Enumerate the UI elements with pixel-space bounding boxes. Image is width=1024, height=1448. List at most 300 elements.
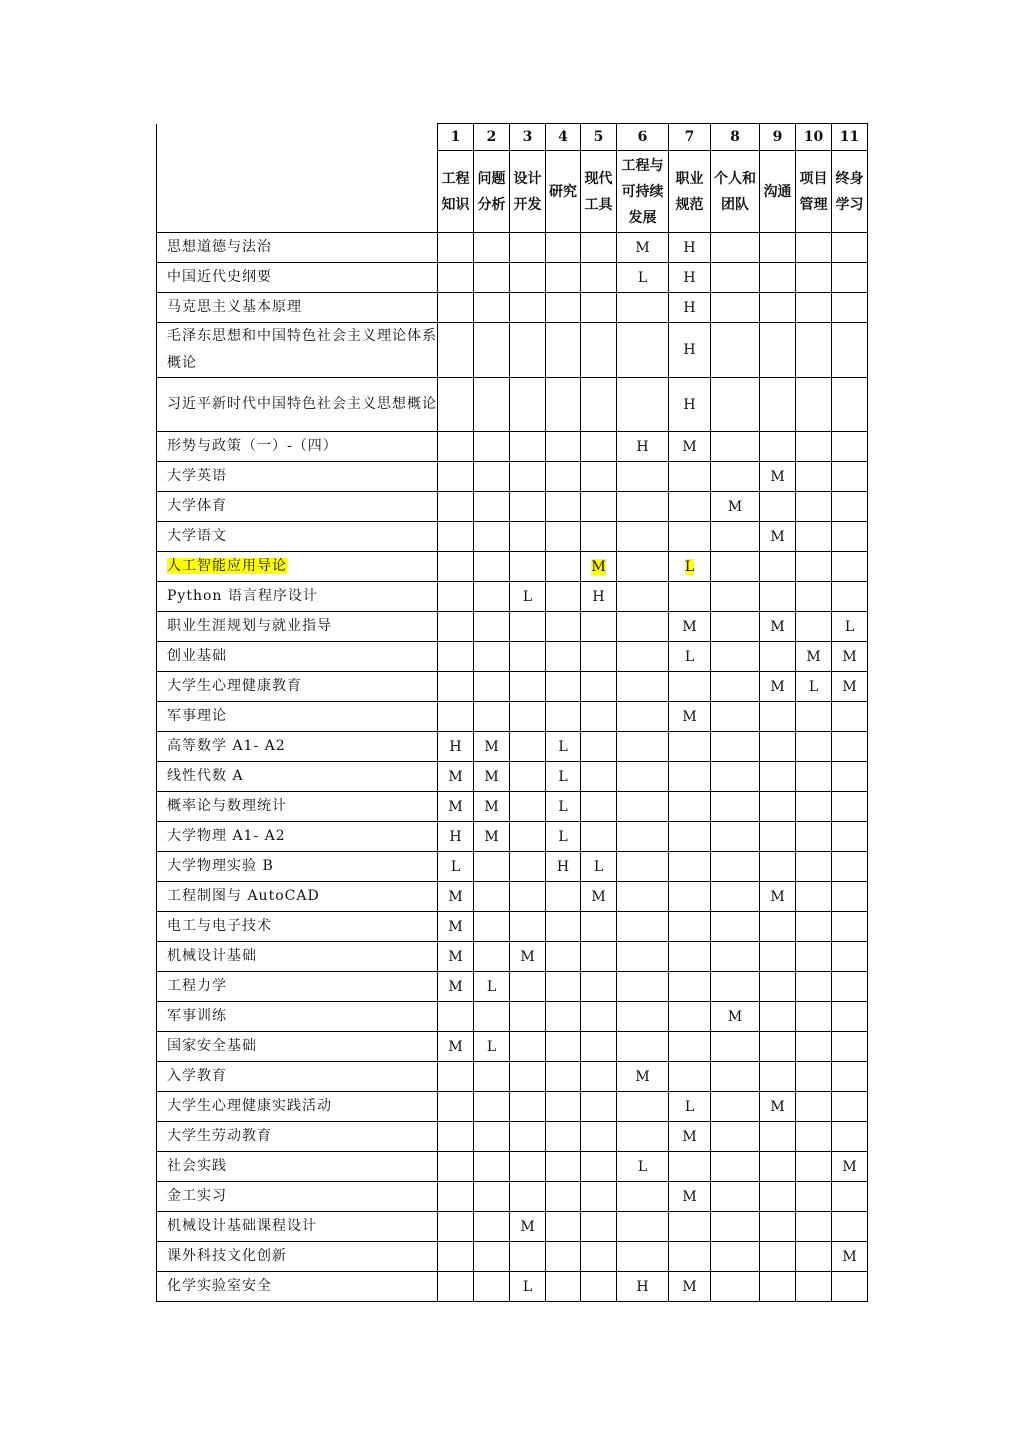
course-indicator-matrix <box>156 123 868 1302</box>
level-cell <box>796 612 832 642</box>
table-row <box>157 522 868 552</box>
support-level: M <box>770 1098 785 1115</box>
level-cell <box>546 1122 581 1152</box>
level-cell <box>617 732 669 762</box>
level-cell <box>474 1152 510 1182</box>
support-level: L <box>808 678 819 695</box>
course-name-cell <box>157 1182 438 1212</box>
level-cell <box>617 1032 669 1062</box>
level-cell <box>510 942 546 972</box>
level-cell <box>581 852 617 882</box>
level-cell <box>760 492 796 522</box>
level-cell <box>669 1122 711 1152</box>
support-level: M <box>682 1128 697 1145</box>
level-cell <box>546 702 581 732</box>
level-cell <box>474 702 510 732</box>
indicator-label-cell <box>510 151 546 233</box>
support-level: L <box>637 1158 648 1175</box>
level-cell <box>796 432 832 462</box>
course-name-cell <box>157 552 438 582</box>
support-level: M <box>448 798 463 815</box>
level-cell <box>669 323 711 378</box>
level-cell <box>711 972 760 1002</box>
indicator-label: 问题 分析 <box>477 170 506 213</box>
level-cell <box>546 263 581 293</box>
level-cell <box>711 882 760 912</box>
level-cell <box>669 822 711 852</box>
level-cell <box>474 522 510 552</box>
indicator-number: 8 <box>711 124 760 151</box>
level-cell <box>581 942 617 972</box>
level-cell <box>510 1032 546 1062</box>
level-cell <box>581 492 617 522</box>
level-cell <box>832 1212 868 1242</box>
course-name: 大学英语 <box>167 468 227 484</box>
support-level: M <box>635 239 650 256</box>
level-cell <box>510 1272 546 1302</box>
support-level: M <box>682 1278 697 1295</box>
course-name-cell <box>157 1122 438 1152</box>
level-cell <box>669 462 711 492</box>
level-cell <box>760 912 796 942</box>
level-cell <box>438 972 474 1002</box>
course-name: 人工智能应用导论 <box>167 558 287 574</box>
level-cell <box>546 1242 581 1272</box>
course-name: 军事训练 <box>167 1008 227 1024</box>
level-cell <box>438 263 474 293</box>
level-cell <box>617 1122 669 1152</box>
indicator-label: 终身 学习 <box>835 170 864 213</box>
indicator-number: 10 <box>796 124 832 151</box>
level-cell <box>581 1002 617 1032</box>
level-cell <box>832 263 868 293</box>
course-name: 线性代数 A <box>167 768 244 784</box>
support-level: M <box>448 948 463 965</box>
table-row <box>157 263 868 293</box>
level-cell <box>669 378 711 432</box>
level-cell <box>510 492 546 522</box>
course-name-cell <box>157 432 438 462</box>
table-row <box>157 912 868 942</box>
level-cell <box>438 233 474 263</box>
support-level: L <box>522 1278 533 1295</box>
level-cell <box>711 492 760 522</box>
table-row <box>157 882 868 912</box>
level-cell <box>617 882 669 912</box>
level-cell <box>669 1002 711 1032</box>
level-cell <box>669 672 711 702</box>
level-cell <box>438 1032 474 1062</box>
level-cell <box>510 972 546 1002</box>
level-cell <box>760 762 796 792</box>
level-cell <box>617 792 669 822</box>
level-cell <box>796 1122 832 1152</box>
level-cell <box>510 522 546 552</box>
level-cell <box>760 522 796 552</box>
indicator-number: 1 <box>438 124 474 151</box>
level-cell <box>438 882 474 912</box>
level-cell <box>711 822 760 852</box>
level-cell <box>711 522 760 552</box>
level-cell <box>711 1242 760 1272</box>
level-cell <box>669 702 711 732</box>
level-cell <box>581 702 617 732</box>
level-cell <box>669 1212 711 1242</box>
table-row <box>157 732 868 762</box>
course-name: 大学物理 A1- A2 <box>167 828 286 844</box>
course-name: 化学实验室安全 <box>167 1278 272 1294</box>
level-cell <box>546 822 581 852</box>
level-cell <box>760 1272 796 1302</box>
level-cell <box>796 552 832 582</box>
level-cell <box>546 1002 581 1032</box>
level-cell <box>760 323 796 378</box>
course-name-cell <box>157 233 438 263</box>
level-cell <box>438 582 474 612</box>
support-level: M <box>448 768 463 785</box>
level-cell <box>438 642 474 672</box>
level-cell <box>669 612 711 642</box>
course-name: Python 语言程序设计 <box>167 588 318 604</box>
course-name: 军事理论 <box>167 708 227 724</box>
level-cell <box>796 912 832 942</box>
course-name-cell <box>157 1242 438 1272</box>
support-level: M <box>842 678 857 695</box>
level-cell <box>796 702 832 732</box>
indicator-label-cell <box>617 151 669 233</box>
level-cell <box>796 642 832 672</box>
level-cell <box>438 942 474 972</box>
level-cell <box>510 852 546 882</box>
indicator-label: 沟通 <box>763 183 792 200</box>
level-cell <box>617 582 669 612</box>
level-cell <box>711 732 760 762</box>
level-cell <box>832 492 868 522</box>
indicator-label-cell <box>438 151 474 233</box>
level-cell <box>581 792 617 822</box>
level-cell <box>438 792 474 822</box>
level-cell <box>510 792 546 822</box>
support-level: L <box>522 588 533 605</box>
level-cell <box>474 942 510 972</box>
table-header <box>157 124 868 233</box>
support-level: H <box>683 396 696 413</box>
level-cell <box>711 1212 760 1242</box>
level-cell <box>711 323 760 378</box>
course-name: 工程力学 <box>167 978 227 994</box>
table-row <box>157 1062 868 1092</box>
course-name: 金工实习 <box>167 1188 227 1204</box>
course-name: 创业基础 <box>167 648 227 664</box>
level-cell <box>832 792 868 822</box>
course-name-cell <box>157 293 438 323</box>
level-cell <box>711 1152 760 1182</box>
table-body <box>157 233 868 1302</box>
level-cell <box>832 942 868 972</box>
level-cell <box>546 462 581 492</box>
level-cell <box>617 702 669 732</box>
level-cell <box>711 1062 760 1092</box>
level-cell <box>796 1212 832 1242</box>
level-cell <box>438 1272 474 1302</box>
course-name: 机械设计基础 <box>167 948 257 964</box>
level-cell <box>832 1092 868 1122</box>
support-level: M <box>591 888 606 905</box>
level-cell <box>581 972 617 1002</box>
course-name: 大学物理实验 B <box>167 858 274 874</box>
table-row <box>157 432 868 462</box>
support-level: H <box>683 239 696 256</box>
level-cell <box>474 1242 510 1272</box>
support-level: M <box>448 1038 463 1055</box>
level-cell <box>581 882 617 912</box>
indicator-label-cell <box>581 151 617 233</box>
course-name: 大学生心理健康教育 <box>167 678 302 694</box>
level-cell <box>617 612 669 642</box>
level-cell <box>760 1152 796 1182</box>
level-cell <box>832 912 868 942</box>
level-cell <box>760 552 796 582</box>
table-row <box>157 612 868 642</box>
table-row <box>157 1212 868 1242</box>
indicator-label: 工程与 可持续 发展 <box>621 157 664 226</box>
level-cell <box>832 642 868 672</box>
support-level: L <box>844 618 855 635</box>
level-cell <box>438 852 474 882</box>
level-cell <box>796 882 832 912</box>
indicator-label-cell <box>669 151 711 233</box>
level-cell <box>546 1212 581 1242</box>
level-cell <box>438 672 474 702</box>
level-cell <box>760 1002 796 1032</box>
support-level: L <box>558 768 568 785</box>
table-row <box>157 1002 868 1032</box>
course-name: 思想道德与法治 <box>167 239 272 255</box>
indicator-number: 4 <box>546 124 581 151</box>
level-cell <box>546 552 581 582</box>
level-cell <box>617 462 669 492</box>
level-cell <box>832 552 868 582</box>
course-name-cell <box>157 762 438 792</box>
level-cell <box>669 432 711 462</box>
course-name-cell <box>157 852 438 882</box>
level-cell <box>546 1092 581 1122</box>
level-cell <box>669 293 711 323</box>
level-cell <box>760 1062 796 1092</box>
level-cell <box>669 263 711 293</box>
level-cell <box>438 702 474 732</box>
indicator-number-row <box>157 124 868 151</box>
course-name: 工程制图与 AutoCAD <box>167 888 320 904</box>
level-cell <box>546 972 581 1002</box>
level-cell <box>832 1272 868 1302</box>
level-cell <box>617 378 669 432</box>
level-cell <box>669 492 711 522</box>
level-cell <box>546 672 581 702</box>
level-cell <box>546 293 581 323</box>
level-cell <box>796 293 832 323</box>
table-row <box>157 1122 868 1152</box>
course-name: 大学生心理健康实践活动 <box>167 1098 332 1114</box>
table-row <box>157 642 868 672</box>
level-cell <box>510 912 546 942</box>
indicator-number: 2 <box>474 124 510 151</box>
level-cell <box>474 1002 510 1032</box>
level-cell <box>760 263 796 293</box>
level-cell <box>546 792 581 822</box>
course-name: 大学体育 <box>167 498 227 514</box>
level-cell <box>438 1062 474 1092</box>
course-name-cell <box>157 942 438 972</box>
indicator-label-cell <box>796 151 832 233</box>
level-cell <box>669 233 711 263</box>
indicator-label: 项目 管理 <box>799 170 828 213</box>
support-level: M <box>448 888 463 905</box>
level-cell <box>510 1212 546 1242</box>
level-cell <box>669 762 711 792</box>
table-row <box>157 1242 868 1272</box>
level-cell <box>581 822 617 852</box>
level-cell <box>760 462 796 492</box>
indicator-label-cell <box>711 151 760 233</box>
table-row <box>157 552 868 582</box>
level-cell <box>617 942 669 972</box>
level-cell <box>832 732 868 762</box>
level-cell <box>796 762 832 792</box>
level-cell <box>617 293 669 323</box>
level-cell <box>474 1212 510 1242</box>
level-cell <box>832 462 868 492</box>
support-level: L <box>637 269 648 286</box>
level-cell <box>832 378 868 432</box>
course-name: 中国近代史纲要 <box>167 269 272 285</box>
level-cell <box>474 233 510 263</box>
table-row <box>157 233 868 263</box>
level-cell <box>711 702 760 732</box>
level-cell <box>438 492 474 522</box>
level-cell <box>438 323 474 378</box>
level-cell <box>438 912 474 942</box>
level-cell <box>546 942 581 972</box>
level-cell <box>832 822 868 852</box>
level-cell <box>474 582 510 612</box>
indicator-label: 个人和 团队 <box>714 170 756 213</box>
table-row <box>157 462 868 492</box>
level-cell <box>510 762 546 792</box>
level-cell <box>617 263 669 293</box>
support-level: M <box>682 618 697 635</box>
level-cell <box>669 1242 711 1272</box>
level-cell <box>669 1152 711 1182</box>
level-cell <box>832 672 868 702</box>
level-cell <box>474 1272 510 1302</box>
level-cell <box>438 378 474 432</box>
support-level: M <box>484 828 499 845</box>
level-cell <box>617 1242 669 1272</box>
level-cell <box>546 852 581 882</box>
level-cell <box>796 852 832 882</box>
level-cell <box>438 1002 474 1032</box>
level-cell <box>474 293 510 323</box>
level-cell <box>581 1182 617 1212</box>
level-cell <box>474 642 510 672</box>
level-cell <box>669 522 711 552</box>
level-cell <box>669 1272 711 1302</box>
course-name-cell <box>157 1092 438 1122</box>
support-level: L <box>684 648 695 665</box>
course-name-cell <box>157 582 438 612</box>
level-cell <box>474 972 510 1002</box>
level-cell <box>510 612 546 642</box>
level-cell <box>546 642 581 672</box>
level-cell <box>510 642 546 672</box>
indicator-number: 5 <box>581 124 617 151</box>
level-cell <box>617 1212 669 1242</box>
level-cell <box>510 1062 546 1092</box>
level-cell <box>474 378 510 432</box>
level-cell <box>546 582 581 612</box>
level-cell <box>438 552 474 582</box>
level-cell <box>760 792 796 822</box>
level-cell <box>796 1092 832 1122</box>
level-cell <box>760 293 796 323</box>
level-cell <box>438 612 474 642</box>
level-cell <box>832 432 868 462</box>
level-cell <box>546 522 581 552</box>
support-level: H <box>683 342 696 358</box>
level-cell <box>474 1062 510 1092</box>
level-cell <box>546 1062 581 1092</box>
table-row <box>157 672 868 702</box>
support-level: M <box>727 498 743 515</box>
level-cell <box>581 1272 617 1302</box>
level-cell <box>546 1032 581 1062</box>
table-row <box>157 762 868 792</box>
course-name-cell <box>157 732 438 762</box>
level-cell <box>510 582 546 612</box>
level-cell <box>669 1062 711 1092</box>
level-cell <box>581 1062 617 1092</box>
table-row <box>157 1182 868 1212</box>
level-cell <box>546 432 581 462</box>
level-cell <box>832 702 868 732</box>
course-name: 高等数学 A1- A2 <box>167 738 286 754</box>
header-blank-cell <box>157 124 438 233</box>
indicator-number: 9 <box>760 124 796 151</box>
level-cell <box>711 582 760 612</box>
level-cell <box>510 1242 546 1272</box>
level-cell <box>711 762 760 792</box>
course-name: 形势与政策（一）-（四） <box>167 438 338 454</box>
level-cell <box>832 972 868 1002</box>
course-name-cell <box>157 323 438 378</box>
course-name-cell <box>157 1032 438 1062</box>
level-cell <box>438 822 474 852</box>
support-level: M <box>770 528 785 545</box>
course-name: 毛泽东思想和中国特色社会主义理论体系概论 <box>167 328 437 371</box>
level-cell <box>669 942 711 972</box>
level-cell <box>796 233 832 263</box>
level-cell <box>474 792 510 822</box>
indicator-number: 11 <box>832 124 868 151</box>
level-cell <box>581 378 617 432</box>
level-cell <box>510 462 546 492</box>
level-cell <box>760 378 796 432</box>
level-cell <box>711 1002 760 1032</box>
level-cell <box>760 852 796 882</box>
level-cell <box>711 942 760 972</box>
support-level: M <box>484 798 499 815</box>
